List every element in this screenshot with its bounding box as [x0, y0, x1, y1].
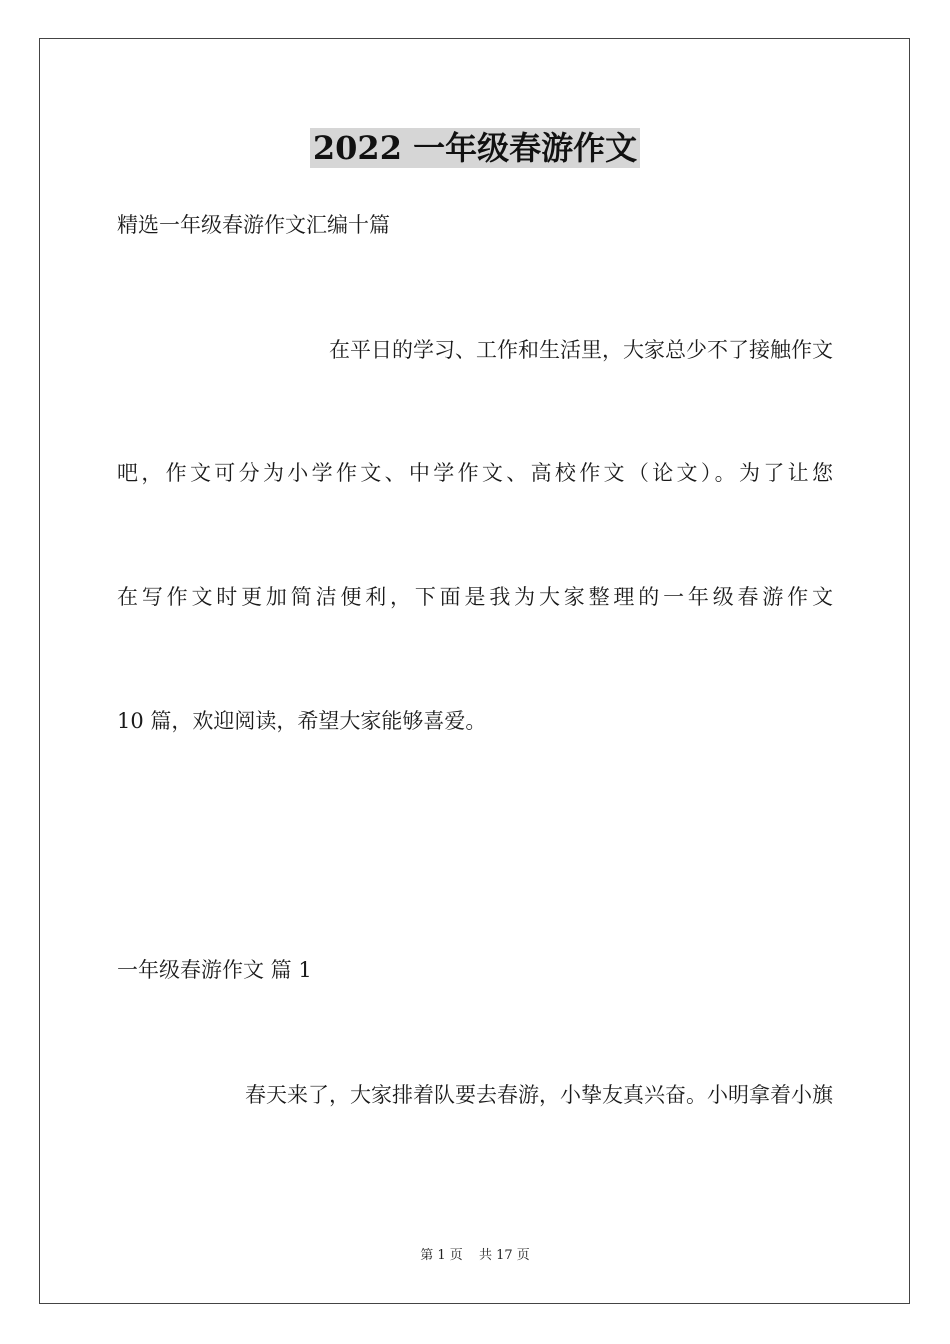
essay-line-1: 春天来了，大家排着队要去春游，小挚友真兴奋。小明拿着小旗	[245, 1083, 833, 1107]
title-container	[0, 128, 950, 168]
document-title: 2022 一年级春游作文	[310, 128, 640, 168]
page-number-current: 第 1 页	[420, 1248, 463, 1263]
document-subtitle: 精选一年级春游作文汇编十篇	[117, 213, 390, 237]
intro-line-3: 在写作文时更加简洁便利，下面是我为大家整理的一年级春游作文	[117, 585, 833, 609]
intro-line-1: 在平日的学习、工作和生活里，大家总少不了接触作文	[329, 338, 833, 362]
page-number-total: 共 17 页	[478, 1248, 530, 1263]
page-footer	[0, 1247, 950, 1265]
section-heading: 一年级春游作文 篇 1	[117, 958, 312, 982]
intro-line-4: 10 篇，欢迎阅读，希望大家能够喜爱。	[117, 709, 487, 733]
intro-line-2: 吧，作文可分为小学作文、中学作文、高校作文（论文）。为了让您	[117, 461, 833, 485]
